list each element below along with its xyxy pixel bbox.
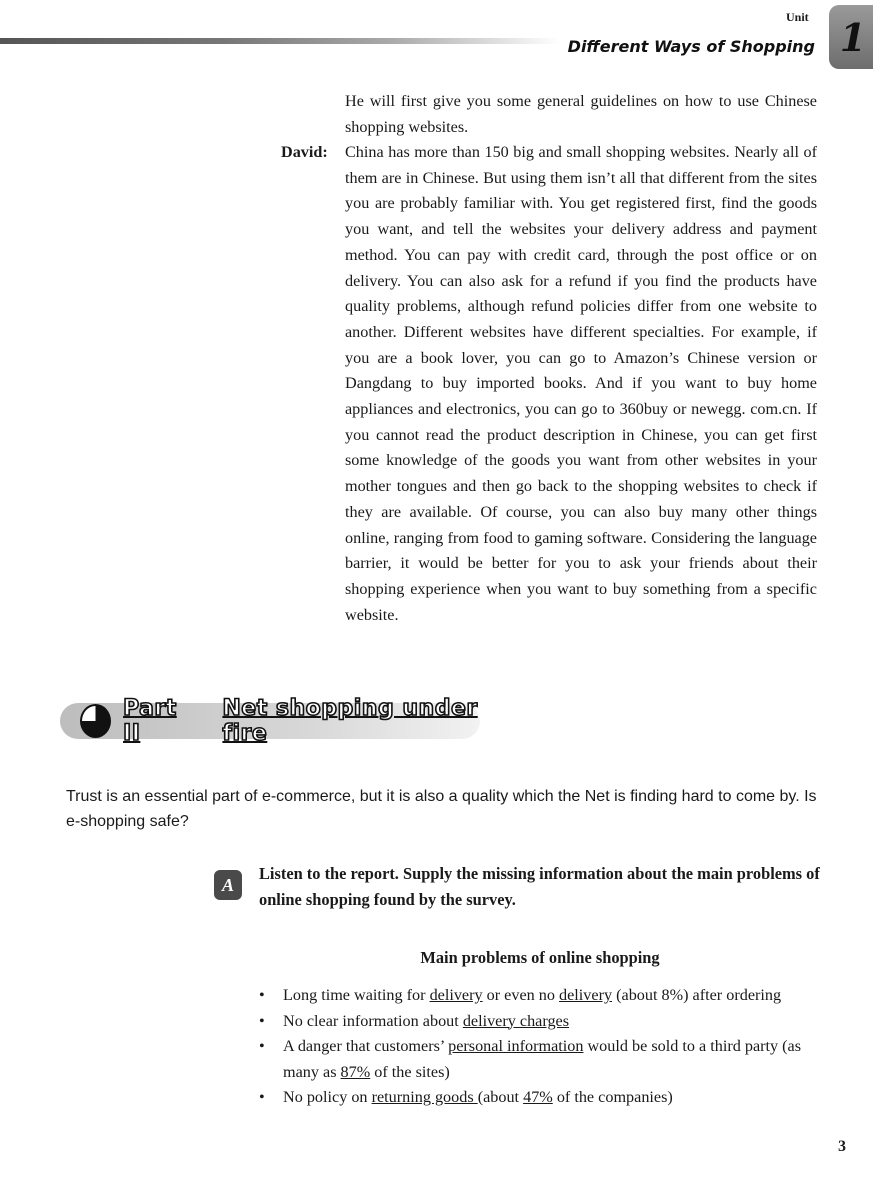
item-text: No clear information about <box>283 1011 463 1030</box>
speech-text: China has more than 150 big and small shopping websites. Nearly all of them are in Chinese. But using them isn’t all that different from the sites you are probably familiar with. You get registered first, find the goods you want, and tell the websites your delivery address and payment method. You can pay with credit card, through the post office or on delivery. You can also ask for a refund if you find the products have quality problems, although refund policies differ from one website to another. Different websites have different specialties. For example, if you are a book lover, you can go to Amazon’s Chinese version or Dangdang to buy imported books. And if you want to buy home appliances and electronics, you can go to 360buy or newegg. com.cn. If you cannot read the product description in Chinese, you can get first some knowledge of the goods you want from other websites in your mother tongues and then go back to the shopping websites to check if they are available. Of course, you can also buy many other things online, ranging from food to gaming software. Considering the language barrier, it would be better for you to ask your friends about their shopping experience when you want to buy something from a specific website. <box>345 143 817 624</box>
dialogue-speech <box>345 140 817 628</box>
item-text: Long time waiting for <box>283 986 430 1004</box>
list-item <box>259 1085 823 1111</box>
answer-text: 47% <box>523 1088 553 1106</box>
page-number: 3 <box>838 1138 846 1155</box>
problem-list <box>259 983 823 1111</box>
bullet-icon: • <box>259 986 265 1004</box>
list-item <box>259 1034 823 1085</box>
item-text: of the sites) <box>370 1062 450 1081</box>
answer-text: returning goods <box>371 1088 478 1106</box>
speaker-label: David: <box>281 143 328 161</box>
continuation-text: He will first give you some general guidelines on how to use Chinese shopping websites. <box>345 92 817 136</box>
dialogue-continuation <box>345 89 817 140</box>
exercise-badge-letter: A <box>221 874 234 895</box>
bullet-icon: • <box>259 1037 265 1055</box>
answer-text: delivery charges <box>462 1011 570 1030</box>
bullet-icon: • <box>259 1011 265 1030</box>
item-text: (about 8%) after ordering <box>612 986 782 1004</box>
item-text: A danger that customers’ <box>283 1037 449 1055</box>
answer-text: delivery <box>429 986 483 1004</box>
part-circle-icon <box>80 704 111 738</box>
unit-title: Different Ways of Shopping <box>567 37 815 56</box>
list-item <box>259 1009 823 1035</box>
part-banner <box>60 698 500 744</box>
exercise-badge <box>214 870 242 900</box>
bullet-icon: • <box>259 1088 265 1106</box>
answer-text: personal information <box>448 1037 584 1055</box>
intro-paragraph: Trust is an essential part of e-commerce, but it is also a quality which the Net is finding hard to come by. Is e-shopping safe? <box>66 788 817 830</box>
unit-label: Unit <box>786 10 809 24</box>
item-text: would be sold to a third party (as many as <box>283 1037 802 1081</box>
answer-text: 87% <box>340 1062 371 1081</box>
header-rule <box>0 38 560 44</box>
list-heading: Main problems of online shopping <box>420 948 660 967</box>
part-title: Net shopping under fire <box>222 696 478 746</box>
part-label: Part II <box>123 696 177 746</box>
item-text: of the companies) <box>552 1088 673 1106</box>
list-item <box>259 983 823 1009</box>
answer-text: delivery <box>559 986 613 1004</box>
item-text: (about <box>477 1088 524 1106</box>
item-text: No policy on <box>283 1088 372 1106</box>
exercise-instruction: Listen to the report. Supply the missing information about the main problems of online shopping found by the survey. <box>259 864 820 909</box>
item-text: or even no <box>482 986 560 1004</box>
unit-tab <box>829 5 873 69</box>
unit-number: 1 <box>839 14 867 60</box>
